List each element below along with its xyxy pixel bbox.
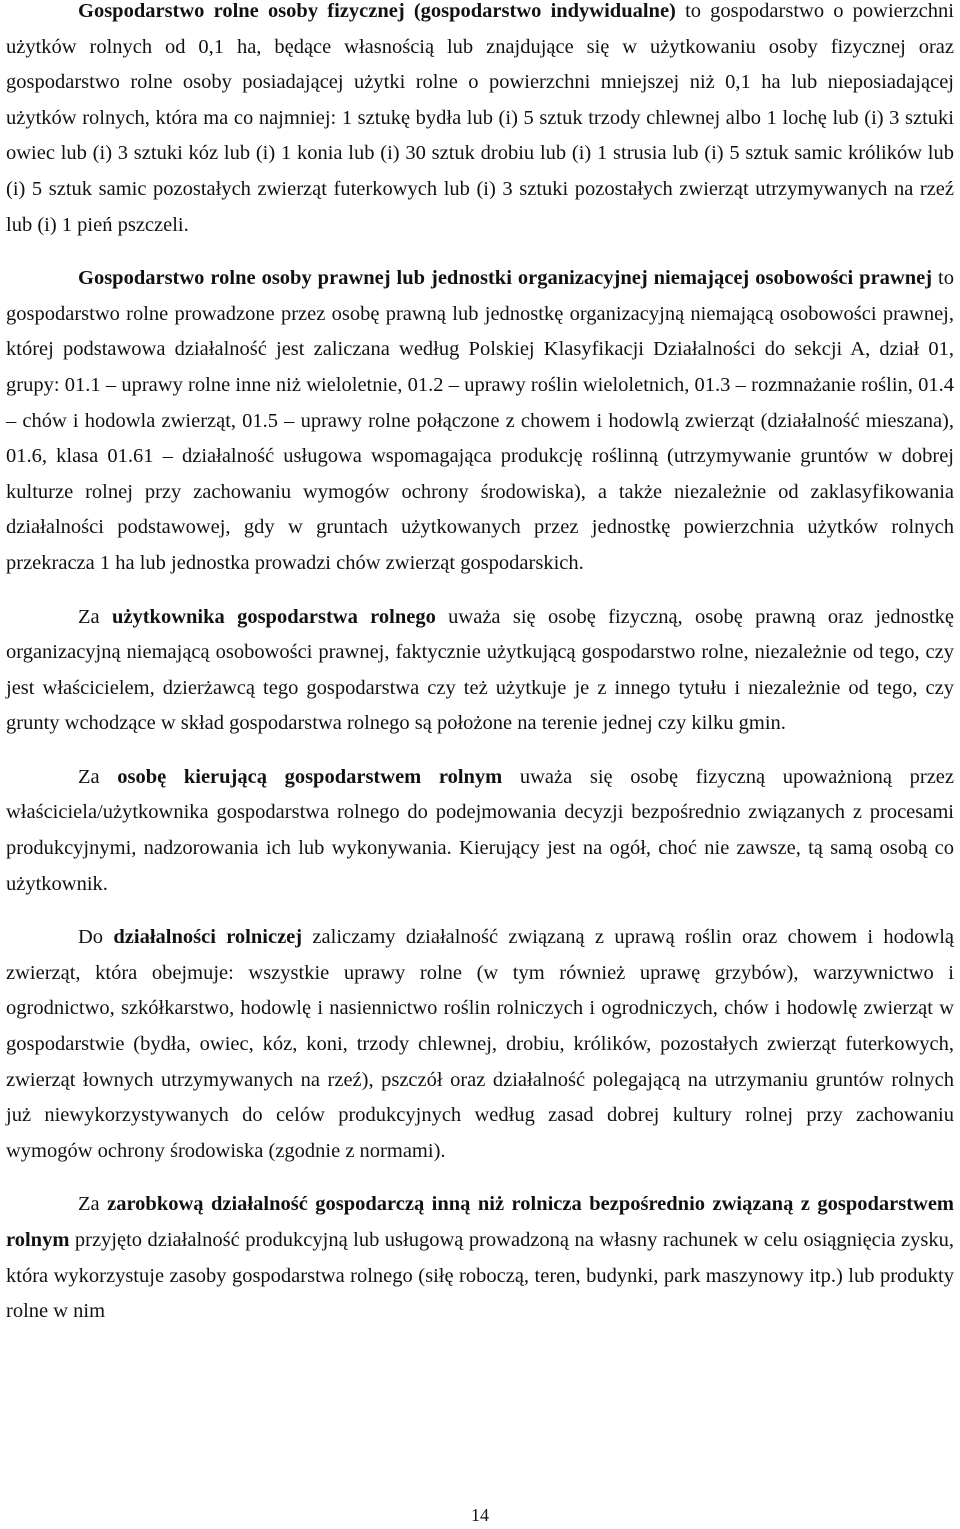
- paragraph-gap: [6, 902, 954, 920]
- definition-text: uważa się osobę fizyczną, osobę prawną oraz jednostkę organizacyjną niemającą osobowości prawnej, faktycznie użytkującą gospodarstwo rolne, niezależnie od tego, czy jest właścicielem, dzierżawcą tego gospodarstwa czy też użytkuje je z innego tytułu i niezależnie od tego, czy grunty wchodzące w skład gospodarstwa rolnego są położone na terenie jednej czy kilku gmin.: [6, 605, 955, 735]
- term-legal-entity-farm: Gospodarstwo rolne osoby prawnej lub jednostki organizacyjnej niemającej osobowości prawnej: [78, 267, 933, 290]
- paragraph-gap: [6, 582, 954, 600]
- definition-lead: Za: [78, 765, 118, 788]
- definition-text: przyjęto działalność produkcyjną lub usługową prowadzoną na własny rachunek w celu osiągnięcia zysku, która wykorzystuje zasoby gospodarstwa rolnego (siłę roboczą, teren, budynki, park maszynowy itp.) lub produkty rolne w nim: [6, 1229, 954, 1323]
- definition-text: uważa się osobę fizyczną upoważnioną przez właściciela/użytkownika gospodarstwa rolnego do podejmowania decyzji bezpośrednio związanych z procesami produkcyjnymi, nadzorowania ich lub wykonywania. Kierujący jest na ogół, choć nie zawsze, tą samą osobą co użytkownik.: [6, 765, 954, 895]
- paragraph-gap: [6, 742, 954, 760]
- definition-individual-farm: [6, 0, 954, 243]
- paragraph-gap: [6, 1169, 954, 1187]
- document-page: [6, 0, 954, 1330]
- term-agricultural-activity: działalności rolniczej: [113, 926, 303, 949]
- definition-other-gainful-activity: [6, 1187, 954, 1329]
- paragraph-gap: [6, 243, 954, 261]
- definition-lead: Za: [78, 1193, 108, 1216]
- definition-lead: Do: [78, 926, 114, 949]
- definition-agricultural-activity: [6, 920, 954, 1169]
- term-other-gainful-activity: zarobkową działalność gospodarczą inną niż rolnicza bezpośrednio związaną z gospodarstwem rolnym: [6, 1193, 955, 1251]
- definition-text: zaliczamy działalność związaną z uprawą roślin oraz chowem i hodowlą zwierząt, która obejmuje: wszystkie uprawy rolne (w tym również uprawę grzybów), warzywnictwo i ogrodnictwo, szkółkarstwo, hodowlę i nasiennictwo roślin rolniczych i ogrodniczych, chów i hodowlę zwierząt w gospodarstwie (bydła, owiec, kóz, koni, trzody chlewnej, drobiu, królików, pozostałych zwierząt futerkowych, zwierząt łownych utrzymywanych na rzeź), pszczół oraz działalność polegającą na utrzymaniu gruntów rolnych już niewykorzystywanych do celów produkcyjnych według zasad dobrej kultury rolnej przy zachowaniu wymogów ochrony środowiska (zgodnie z normami).: [6, 926, 954, 1162]
- definition-farm-manager: [6, 760, 954, 902]
- definition-text: to gospodarstwo o powierzchni użytków rolnych od 0,1 ha, będące własnością lub znajdujące się w użytkowaniu osoby fizycznej oraz gospodarstwo rolne osoby posiadającej użytki rolne o powierzchni mniejszej niż 0,1 ha lub nieposiadającej użytków rolnych, która ma co najmniej: 1 sztukę bydła lub (i) 5 sztuk trzody chlewnej albo 1 lochę lub (i) 3 sztuki owiec lub (i) 3 sztuki kóz lub (i) 1 konia lub (i) 30 sztuk drobiu lub (i) 1 strusia lub (i) 5 sztuk samic królików lub (i) 5 sztuk samic pozostałych zwierząt futerkowych lub (i) 3 sztuki pozostałych zwierząt utrzymywanych na rzeź lub (i) 1 pień pszczeli.: [6, 0, 954, 236]
- page-number: 14: [471, 1505, 489, 1525]
- term-individual-farm: Gospodarstwo rolne osoby fizycznej (gospodarstwo indywidualne): [78, 0, 676, 22]
- term-farm-user: użytkownika gospodarstwa rolnego: [111, 605, 436, 628]
- definition-lead: Za: [78, 605, 112, 628]
- definition-legal-entity-farm: [6, 261, 954, 581]
- term-farm-manager: osobę kierującą gospodarstwem rolnym: [117, 765, 503, 788]
- definition-text: to gospodarstwo rolne prowadzone przez osobę prawną lub jednostkę organizacyjną niemającą osobowości prawnej, której podstawowa działalność jest zaliczana według Polskiej Klasyfikacji Działalności do sekcji A, dział 01, grupy: 01.1 – uprawy rolne inne niż wieloletnie, 01.2 – uprawy roślin wieloletnich, 01.3 – rozmnażanie roślin, 01.4 – chów i hodowla zwierząt, 01.5 – uprawy rolne połączone z chowem i hodowlą zwierząt (działalność mieszana), 01.6, klasa 01.61 – działalność usługowa wspomagająca produkcję roślinną (utrzymywanie gruntów w dobrej kulturze rolnej przy zachowaniu wymogów ochrony środowiska), a także niezależnie od zaklasyfikowania działalności podstawowej, gdy w gruntach użytkowanych przez jednostkę powierzchnia użytków rolnych przekracza 1 ha lub jednostka prowadzi chów zwierząt gospodarskich.: [6, 267, 954, 574]
- definition-farm-user: [6, 600, 954, 742]
